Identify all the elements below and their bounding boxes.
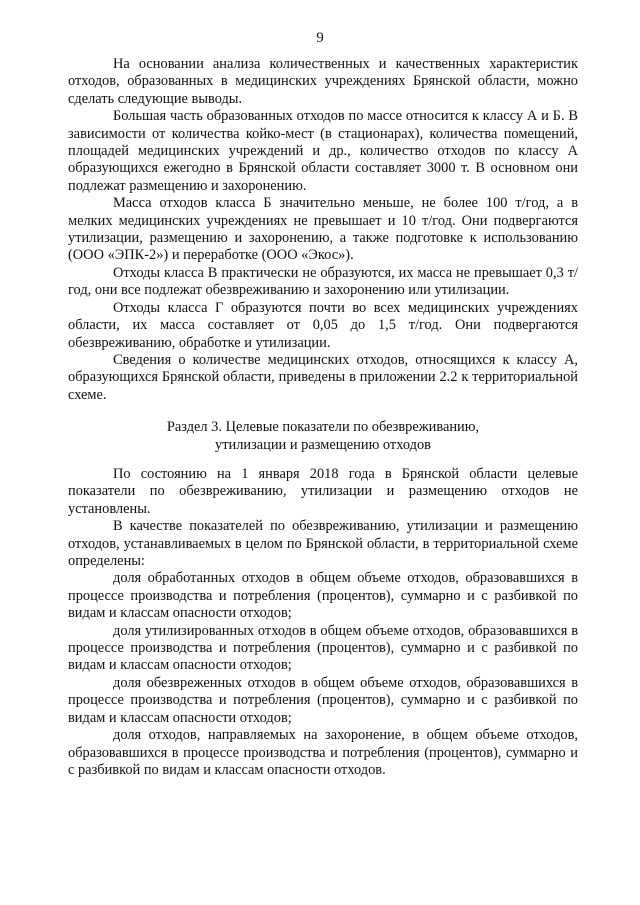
section-heading-line: утилизации и размещению отходов	[215, 437, 431, 453]
paragraph: В качестве показателей по обезвреживанию, утилизации и размещению отходов, устанавливаемых в целом по Брянской области, в территориальной схеме определены:	[68, 518, 578, 570]
text-block-indicators	[68, 466, 578, 779]
paragraph: Масса отходов класса Б значительно меньше, не более 100 т/год, а в мелких медицинских учреждениях не превышает и 10 т/год. Они подвергаются утилизации, размещению и захоронению, а также подготовке к использованию (ООО «ЭПК-2») и переработке (ООО «Экос»).	[68, 195, 578, 264]
list-item: доля утилизированных отходов в общем объеме отходов, образовавшихся в процессе производства и потребления (процентов), суммарно и с разбивкой по видам и классам опасности отходов;	[68, 622, 578, 674]
paragraph: Сведения о количестве медицинских отходов, относящихся к классу А, образующихся Брянской области, приведены в приложении 2.2 к территориальной схеме.	[68, 351, 578, 403]
paragraph: Большая часть образованных отходов по массе относится к классу А и Б. В зависимости от количества койко-мест (в стационарах), количества помещений, площадей медицинских учреждений и др., количество отходов по классу А образующихся ежегодно в Брянской области составляет 3000 т. В основном они подлежат размещению и захоронению.	[68, 108, 578, 194]
paragraph: Отходы класса Г образуются почти во всех медицинских учреждениях области, их масса составляет от 0,05 до 1,5 т/год. Они подвергаются обезвреживанию, обработке и утилизации.	[68, 299, 578, 351]
section-heading	[68, 418, 578, 454]
paragraph: По состоянию на 1 января 2018 года в Брянской области целевые показатели по обезвреживанию, утилизации и размещению отходов не установлены.	[68, 466, 578, 517]
paragraph: На основании анализа количественных и качественных характеристик отходов, образованных в медицинских учреждениях Брянской области, можно сделать следующие выводы.	[68, 56, 578, 107]
list-item: доля отходов, направляемых на захоронение, в общем объеме отходов, образовавшихся в процессе производства и потребления (процентов), суммарно и с разбивкой по видам и классам опасности отходов.	[68, 727, 578, 778]
list-item: доля обезвреженных отходов в общем объеме отходов, образовавшихся в процессе производства и потребления (процентов), суммарно и с разбивкой по видам и классам опасности отходов;	[68, 674, 578, 726]
list-item: доля обработанных отходов в общем объеме отходов, образовавшихся в процессе производства и потребления (процентов), суммарно и с разбивкой по видам и классам опасности отходов;	[68, 570, 578, 622]
page-number: 9	[316, 30, 324, 46]
paragraph: Отходы класса В практически не образуются, их масса не превышает 0,3 т/год, они все подлежат обезвреживанию и захоронению или утилизации.	[68, 264, 578, 299]
section-heading-line: Раздел 3. Целевые показатели по обезвреживанию,	[166, 419, 480, 435]
text-block-conclusions	[68, 56, 578, 404]
